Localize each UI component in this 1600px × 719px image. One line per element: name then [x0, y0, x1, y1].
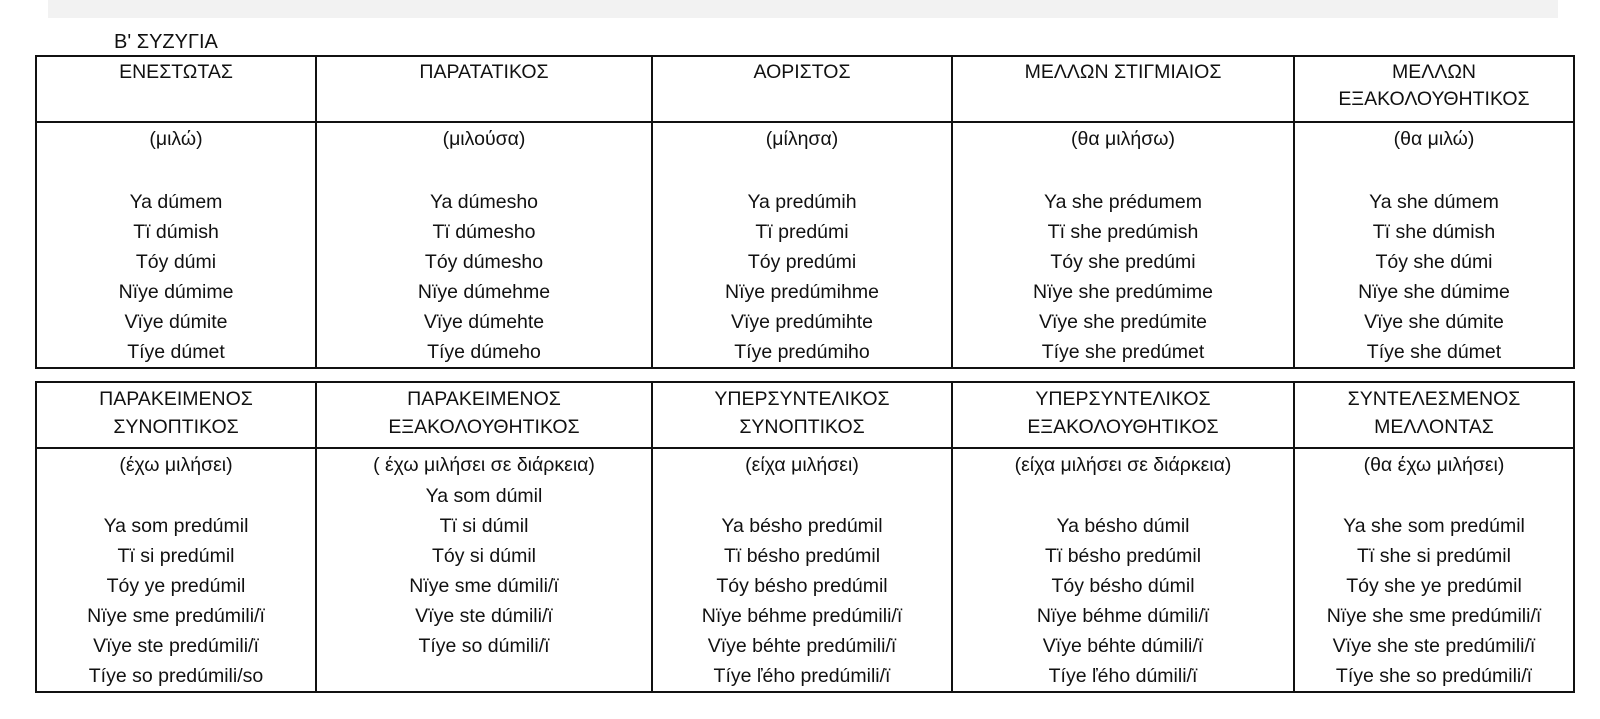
verb-form: Tóy dúmesho: [424, 251, 544, 273]
header-text: ΣΥΝΟΠΤΙΚΟΣ: [739, 416, 865, 438]
gloss-text: (θα έχω μιλήσει): [1363, 454, 1505, 476]
verb-forms: [317, 187, 651, 367]
verb-form: Tíye she so predúmili/ï: [1335, 665, 1533, 687]
spacer: [37, 155, 315, 187]
form-cell: [316, 122, 652, 368]
verb-form: Ya som dúmil: [425, 485, 543, 507]
spacer: [1295, 155, 1573, 187]
form-cell: [36, 448, 316, 692]
verb-form: Tíye dúmet: [127, 341, 225, 363]
verb-form: Tï she predúmish: [1047, 221, 1199, 243]
verb-form: Tï she si predúmil: [1357, 545, 1511, 567]
verb-form: Nïye she predúmime: [1033, 281, 1213, 303]
verb-form: Nïye sme dúmili/ï: [409, 575, 559, 597]
verb-form: Tíye she dúmet: [1366, 341, 1502, 363]
header-cell: [952, 382, 1294, 448]
verb-form: Nïye béhme dúmili/ï: [1036, 605, 1210, 627]
conjugation-table-1: [35, 55, 1575, 369]
header-cell: [36, 56, 316, 122]
header-text: ΜΕΛΛΩΝ: [1392, 61, 1476, 83]
gloss-text: (μιλούσα): [442, 128, 526, 150]
verb-form: [653, 481, 951, 511]
top-band: [48, 0, 1558, 18]
verb-form: Tï dúmish: [133, 221, 219, 243]
verb-form: Tóy bésho predúmil: [716, 575, 888, 597]
header-cell: [316, 382, 652, 448]
form-cell: [952, 122, 1294, 368]
verb-form: Ya she prédumem: [1044, 191, 1202, 213]
verb-form: Vïye béhte dúmili/ï: [1042, 635, 1204, 657]
verb-form: Vïye ste dúmili/ï: [415, 605, 553, 627]
verb-forms: [653, 187, 951, 367]
form-cell: [652, 448, 952, 692]
form-cell: [36, 122, 316, 368]
header-cell: [652, 56, 952, 122]
verb-form: Ya dúmesho: [429, 191, 539, 213]
header-text: ΑΟΡΙΣΤΟΣ: [753, 61, 851, 83]
verb-form: [953, 481, 1293, 511]
header-row: [36, 56, 1574, 122]
body-row: [36, 448, 1574, 692]
verb-form: Nïye she sme predúmili/ï: [1326, 605, 1542, 627]
verb-form: Nïye she dúmime: [1358, 281, 1510, 303]
verb-form: Vïye béhte predúmili/ï: [707, 635, 897, 657]
form-cell: [316, 448, 652, 692]
spacer: [317, 155, 651, 187]
header-text: ΠΑΡΑΚΕΙΜΕΝΟΣ: [407, 388, 561, 410]
header-cell: [1294, 56, 1574, 122]
verb-form: Nïye dúmime: [118, 281, 234, 303]
verb-form: [37, 481, 315, 511]
verb-form: Ya predúmih: [747, 191, 857, 213]
gloss-text: (θα μιλήσω): [1071, 128, 1175, 150]
verb-form: Tï she dúmish: [1372, 221, 1496, 243]
header-text: ΠΑΡΑΤΑΤΙΚΟΣ: [419, 61, 549, 83]
gloss-text: (θα μιλώ): [1393, 128, 1475, 150]
header-text: ΥΠΕΡΣΥΝΤΕΛΙΚΟΣ: [1035, 388, 1211, 410]
verb-form: Tóy dúmi: [135, 251, 217, 273]
header-cell: [1294, 382, 1574, 448]
verb-form: Tóy she ye predúmil: [1346, 575, 1522, 597]
body-row: [36, 122, 1574, 368]
verb-form: Nïye sme predúmili/ï: [87, 605, 265, 627]
verb-form: Tíye ľéhо predúmili/ï: [713, 665, 891, 687]
verb-forms: [37, 187, 315, 367]
verb-form: [1295, 481, 1573, 511]
verb-form: Tï bésho predúmil: [1044, 545, 1202, 567]
header-cell: [952, 56, 1294, 122]
verb-form: Ya dúmem: [129, 191, 223, 213]
verb-form: Tï si predúmil: [117, 545, 235, 567]
verb-form: Tíye she predúmet: [1041, 341, 1205, 363]
header-text: ΕΞΑΚΟΛΟΥΘΗΤΙΚΟΣ: [1338, 88, 1530, 110]
header-text: ΜΕΛΛΩΝ ΣΤΙΓΜΙΑΙΟΣ: [1024, 61, 1222, 83]
header-text: ΥΠΕΡΣΥΝΤΕΛΙΚΟΣ: [714, 388, 890, 410]
verb-forms: [317, 481, 651, 661]
verb-form: Tóy bésho dúmil: [1051, 575, 1195, 597]
verb-form: Vïye she predúmite: [1038, 311, 1207, 333]
verb-form: Nïye dúmehme: [417, 281, 551, 303]
verb-forms: [1295, 187, 1573, 367]
header-cell: [652, 382, 952, 448]
verb-form: Ya she dúmem: [1369, 191, 1499, 213]
verb-form: Tóy she predúmi: [1050, 251, 1196, 273]
header-text: ΕΞΑΚΟΛΟΥΘΗΤΙΚΟΣ: [1027, 416, 1219, 438]
page-caption: Β' ΣΥΖΥΓΙΑ: [114, 31, 218, 53]
verb-form: Tóy predúmi: [747, 251, 857, 273]
verb-forms: [953, 481, 1293, 691]
spacer: [653, 155, 951, 187]
gloss-text: (είχα μιλήσει): [745, 454, 859, 476]
verb-forms: [953, 187, 1293, 367]
header-text: ΕΝΕΣΤΩΤΑΣ: [119, 61, 233, 83]
verb-form: Vïye dúmehte: [423, 311, 545, 333]
header-text: ΕΞΑΚΟΛΟΥΘΗΤΙΚΟΣ: [388, 416, 580, 438]
form-cell: [1294, 122, 1574, 368]
verb-form: Vïye dúmite: [124, 311, 228, 333]
form-cell: [952, 448, 1294, 692]
gloss-text: (μιλώ): [149, 128, 203, 150]
verb-form: Tï dúmesho: [432, 221, 536, 243]
verb-form: Ya bésho dúmil: [1056, 515, 1190, 537]
verb-form: Ya she som predúmil: [1343, 515, 1525, 537]
verb-form: Nïye predúmihme: [725, 281, 879, 303]
verb-form: Tóy ye predúmil: [106, 575, 246, 597]
verb-form: Vïye she dúmite: [1364, 311, 1504, 333]
spacer: [953, 155, 1293, 187]
verb-form: Vïye predúmihte: [731, 311, 873, 333]
verb-form: Ya som predúmil: [103, 515, 249, 537]
header-cell: [316, 56, 652, 122]
verb-form: Tóy she dúmi: [1375, 251, 1493, 273]
gloss-text: (μίλησα): [765, 128, 839, 150]
verb-form: Tóy si dúmil: [431, 545, 537, 567]
header-row: [36, 382, 1574, 448]
verb-form: Tï si dúmil: [439, 515, 529, 537]
header-text: ΠΑΡΑΚΕΙΜΕΝΟΣ: [99, 388, 253, 410]
verb-form: Tíye dúmeho: [427, 341, 541, 363]
gloss-text: (είχα μιλήσει σε διάρκεια): [1014, 454, 1232, 476]
verb-form: Tíye so predúmili/so: [88, 665, 264, 687]
verb-forms: [653, 481, 951, 691]
header-text: ΣΥΝΤΕΛΕΣΜΕΝΟΣ: [1347, 388, 1521, 410]
form-cell: [1294, 448, 1574, 692]
verb-form: Tíye ľého dúmili/ï: [1048, 665, 1198, 687]
verb-form: Tíye so dúmili/ï: [418, 635, 550, 657]
header-cell: [36, 382, 316, 448]
verb-form: Ya bésho predúmil: [721, 515, 883, 537]
gloss-text: (έχω μιλήσει): [119, 454, 233, 476]
verb-form: Nïye béhme predúmili/ï: [701, 605, 903, 627]
gloss-text: ( έχω μιλήσει σε διάρκεια): [373, 454, 595, 476]
verb-form: Tï predúmi: [755, 221, 849, 243]
verb-form: Vïye ste predúmili/ï: [93, 635, 259, 657]
header-text: ΣΥΝΟΠΤΙΚΟΣ: [113, 416, 239, 438]
verb-form: Tï bésho predúmil: [723, 545, 881, 567]
form-cell: [652, 122, 952, 368]
conjugation-table-2: [35, 381, 1575, 693]
verb-forms: [1295, 481, 1573, 691]
verb-forms: [37, 481, 315, 691]
verb-form: Tíye predúmiho: [734, 341, 870, 363]
header-text: ΜΕΛΛΟΝΤΑΣ: [1374, 416, 1494, 438]
verb-form: Vïye she ste predúmili/ï: [1332, 635, 1536, 657]
